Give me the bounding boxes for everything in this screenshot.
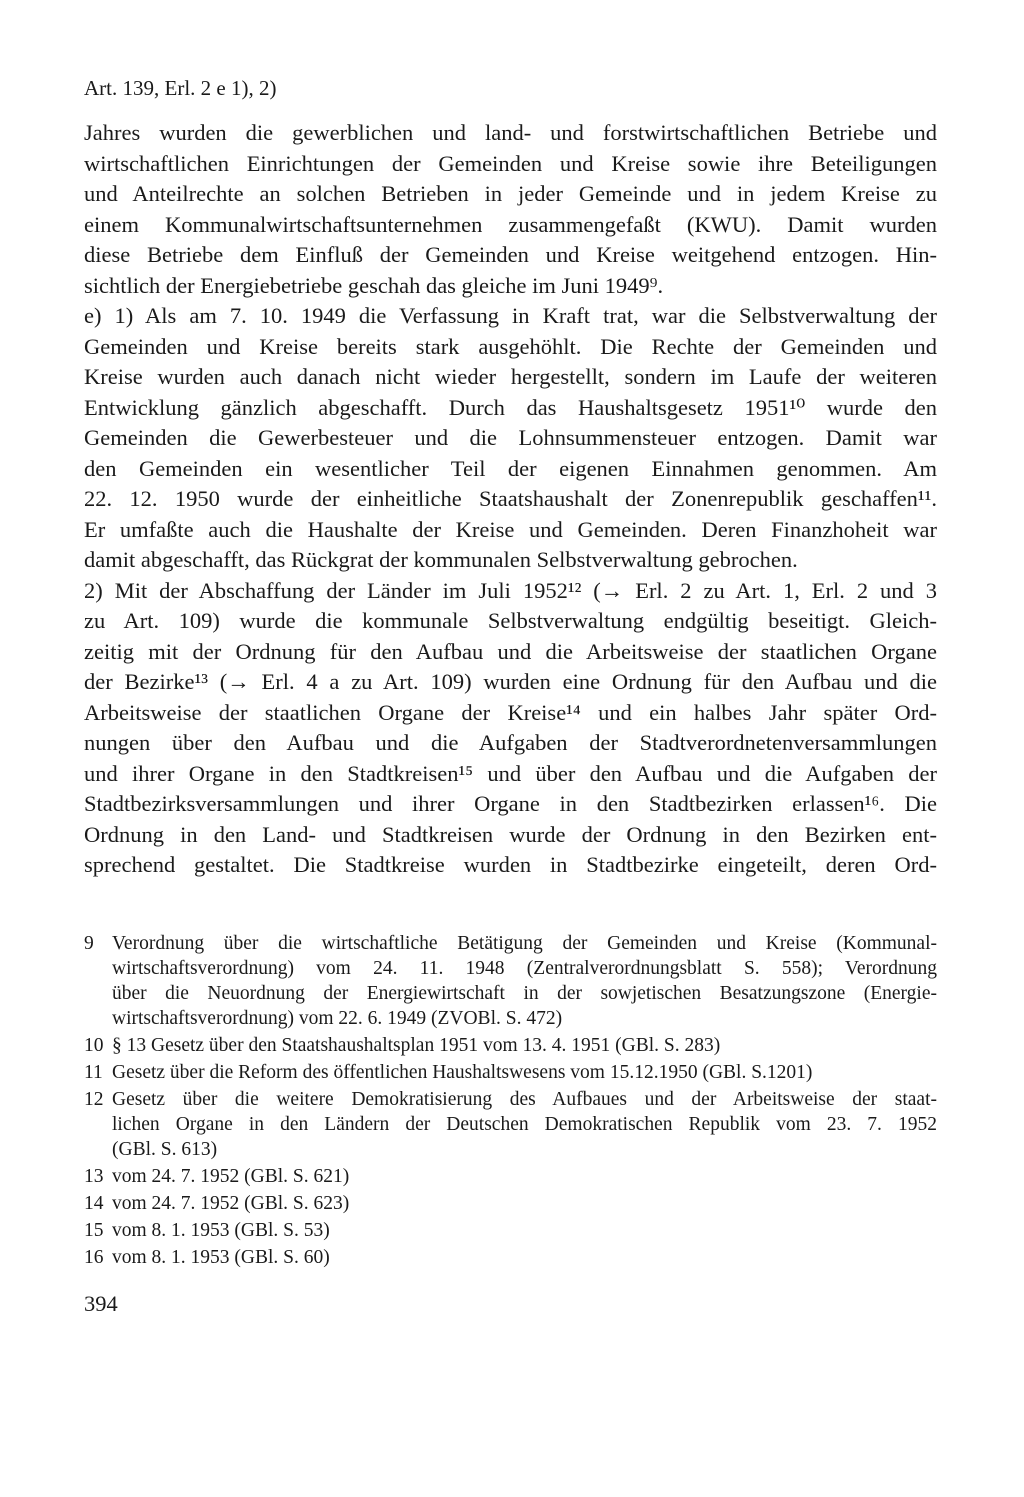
body-line: nungen über den Aufbau und die Aufgaben der Stadtverordnetenversammlungen <box>84 730 937 755</box>
footnote-line: Gesetz über die Reform des öffentlichen Haushaltswesens vom 15.12.1950 (GBl. S.1201) <box>112 1062 813 1083</box>
footnote <box>84 1060 937 1085</box>
body-line: einem Kommunalwirtschaftsunternehmen zusammengefaßt (KWU). Damit wurden <box>84 211 937 237</box>
footnote <box>84 1245 937 1270</box>
footnote-number: 11 <box>84 1062 103 1083</box>
body-line: Entwicklung gänzlich abgeschafft. Durch das Haushaltsgesetz 1951¹⁰ wurde den <box>84 394 937 420</box>
body-line: wirtschaftlichen Einrichtungen der Gemeinden und Kreise sowie ihre Beteiligungen <box>84 150 937 176</box>
footnote-line: über die Neuordnung der Energiewirtschaft in der sowjetischen Besatzungszone (Energie- <box>112 983 937 1004</box>
footnote-number: 12 <box>84 1089 104 1110</box>
footnote-text <box>112 1060 937 1085</box>
body-line: 22. 12. 1950 wurde der einheitliche Staatshaushalt der Zonenrepublik geschaffen¹¹. <box>84 486 937 511</box>
footnote-text <box>112 1033 937 1058</box>
footnote-line: (GBl. S. 613) <box>112 1139 218 1160</box>
footnote-line: lichen Organe in den Ländern der Deutschen Demokratischen Republik vom 23. 7. 1952 <box>112 1114 937 1135</box>
footnote-line: wirtschaftsverordnung) vom 22. 6. 1949 (ZVOBl. S. 472) <box>112 1008 563 1029</box>
footnote-line: vom 8. 1. 1953 (GBl. S. 53) <box>112 1220 330 1241</box>
body-line: zeitig mit der Ordnung für den Aufbau und die Arbeitsweise der staatlichen Organe <box>84 638 937 664</box>
body-line: sichtlich der Energiebetriebe geschah das gleiche im Juni 1949⁹. <box>84 272 664 298</box>
footnote-text <box>112 1218 937 1243</box>
footnote-number: 15 <box>84 1220 104 1241</box>
body-line: Gemeinden die Gewerbesteuer und die Lohnsummensteuer entzogen. Damit war <box>84 425 937 450</box>
body-line: Arbeitsweise der staatlichen Organe der Kreise¹⁴ und ein halbes Jahr später Ord- <box>84 699 937 725</box>
footnote-line: vom 24. 7. 1952 (GBl. S. 621) <box>112 1166 350 1187</box>
body-line: der Bezirke¹³ (→ Erl. 4 a zu Art. 109) wurden eine Ordnung für den Aufbau und die <box>84 669 937 694</box>
body-line: zu Art. 109) wurde die kommunale Selbstverwaltung endgültig beseitigt. Gleich- <box>84 608 937 633</box>
footnote-text <box>112 1087 937 1162</box>
footnote-text <box>112 1245 937 1270</box>
book-page <box>84 0 937 1497</box>
body-line: Ordnung in den Land- und Stadtkreisen wurde der Ordnung in den Bezirken ent- <box>84 821 937 847</box>
footnote <box>84 931 937 1031</box>
footnote-number: 16 <box>84 1247 104 1268</box>
body-line: Stadtbezirksversammlungen und ihrer Organe in den Stadtbezirken erlassen¹⁶. Die <box>84 791 937 816</box>
body-text <box>84 118 937 881</box>
footnote <box>84 1191 937 1216</box>
footnote <box>84 1164 937 1189</box>
body-line: und Anteilrechte an solchen Betrieben in jeder Gemeinde und in jedem Kreise zu <box>84 181 937 206</box>
footnotes <box>84 931 937 1272</box>
body-line: und ihrer Organe in den Stadtkreisen¹⁵ und über den Aufbau und die Aufgaben der <box>84 760 937 786</box>
footnote-line: Gesetz über die weitere Demokratisierung des Aufbaues und der Arbeitsweise der staat- <box>112 1089 937 1110</box>
footnote <box>84 1033 937 1058</box>
body-line: Kreise wurden auch danach nicht wieder hergestellt, sondern im Laufe der weiteren <box>84 364 937 389</box>
body-line: den Gemeinden ein wesentlicher Teil der eigenen Einnahmen genommen. Am <box>84 455 937 481</box>
footnote-number: 10 <box>84 1035 104 1056</box>
footnote-text <box>112 931 937 1031</box>
body-line: Jahres wurden die gewerblichen und land- und forstwirtschaftlichen Betriebe und <box>84 120 937 145</box>
footnote-number: 14 <box>84 1193 104 1214</box>
body-line: Er umfaßte auch die Haushalte der Kreise und Gemeinden. Deren Finanzhoheit war <box>84 516 937 542</box>
footnote <box>84 1087 937 1162</box>
footnote-line: vom 24. 7. 1952 (GBl. S. 623) <box>112 1193 350 1214</box>
body-line: e) 1) Als am 7. 10. 1949 die Verfassung in Kraft trat, war die Selbstverwaltung der <box>84 303 937 328</box>
footnote-line: Verordnung über die wirtschaftliche Betätigung der Gemeinden und Kreise (Kommunal- <box>112 933 937 954</box>
footnote <box>84 1218 937 1243</box>
body-line: sprechend gestaltet. Die Stadtkreise wurden in Stadtbezirke eingeteilt, deren Ord- <box>84 852 937 877</box>
footnote-line: § 13 Gesetz über den Staatshaushaltsplan 1951 vom 13. 4. 1951 (GBl. S. 283) <box>112 1035 721 1056</box>
body-line: Gemeinden und Kreise bereits stark ausgehöhlt. Die Rechte der Gemeinden und <box>84 333 937 359</box>
body-line: diese Betriebe dem Einfluß der Gemeinden und Kreise weitgehend entzogen. Hin- <box>84 242 937 267</box>
footnote-text <box>112 1191 937 1216</box>
body-line: 2) Mit der Abschaffung der Länder im Juli 1952¹² (→ Erl. 2 zu Art. 1, Erl. 2 und 3 <box>84 577 937 603</box>
footnote-number: 13 <box>84 1166 104 1187</box>
footnote-number: 9 <box>84 933 94 954</box>
footnote-text <box>112 1164 937 1189</box>
running-head: Art. 139, Erl. 2 e 1), 2) <box>84 76 277 100</box>
footnote-line: wirtschaftsverordnung) vom 24. 11. 1948 (Zentralverordnungsblatt S. 558); Verordnung <box>112 958 937 979</box>
page-number: 394 <box>84 1291 118 1316</box>
footnote-line: vom 8. 1. 1953 (GBl. S. 60) <box>112 1247 330 1268</box>
body-line: damit abgeschafft, das Rückgrat der kommunalen Selbstverwaltung gebrochen. <box>84 547 798 572</box>
